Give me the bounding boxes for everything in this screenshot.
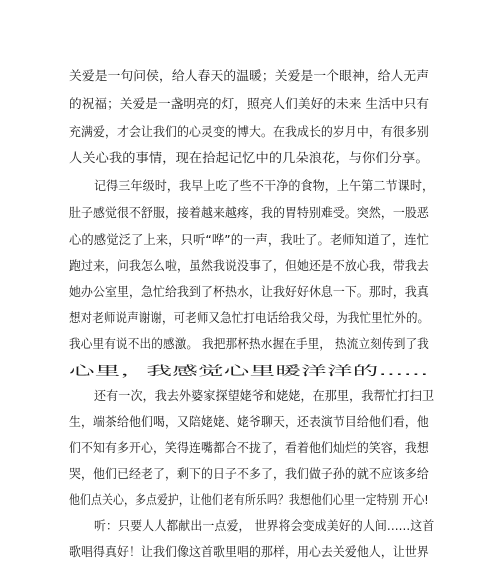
text-line: 心的感觉泛了上来，只听“哗”的一声，我吐了。老师知道了，连忙 [69,233,430,247]
text-line: 记得三年级时，我早上吃了些不干净的食物，上午第二节课时， [94,179,435,193]
text-line: 听：只要人人都献出一点爱， 世界将会变成美好的人间......这首 [94,519,435,533]
text-line: 人关心我的事情，现在拾起记忆中的几朵浪花，与你们分享。 [69,151,429,165]
text-line: 哭，他们已经老了，剩下的日子不多了，我们做子孙的就不应该多给 [69,467,429,481]
text-line: 生，端茶给他们喝，又陪姥姥、姥爷聊天，还表演节目给他们看，他 [69,415,429,429]
text-line: 跑过来，问我怎么啦，虽然我说没事了，但她还是不放心我，带我去 [69,259,429,273]
text-line: 她办公室里，急忙给我到了杯热水，让我好好休息一下。那时，我真 [69,285,429,299]
text-line: 他们点关心，多点爱护，让他们老有所乐吗？我想他们心里一定特别 开心! [69,493,429,507]
text-line: 还有一次，我去外婆家探望姥爷和姥姥，在那里，我帮忙打扫卫 [94,389,435,403]
text-line: 肚子感觉很不舒服，接着越来越疼，我的胃特别难受。突然，一股恶 [69,206,429,220]
text-line: 的祝福；关爱是一盏明亮的灯，照亮人们美好的未来 生活中只有 [69,97,430,111]
text-line: 我心里有说不出的感激。 我把那杯热水握在手里， 热流立刻传到了我 [69,337,429,351]
text-line: 歌唱得真好！让我们像这首歌里唱的那样，用心去关爱他人，让世界 [69,545,429,559]
text-line: 们不知有多开心，笑得连嘴都合不拢了，看着他们灿烂的笑容，我想 [69,441,429,455]
text-line: 关爱是一句问侯，给人春天的温暖；关爱是一个眼神，给人无声 [69,69,430,83]
text-line: 想对老师说声谢谢，可老师又急忙打电话给我父母，为我忙里忙外的。 [69,311,430,325]
text-line: 充满爱，才会让我们的心灵变的博大。在我成长的岁月中，有很多别 [69,125,429,139]
text-line: 心里，我感觉心里暖洋洋的...... [69,364,429,378]
